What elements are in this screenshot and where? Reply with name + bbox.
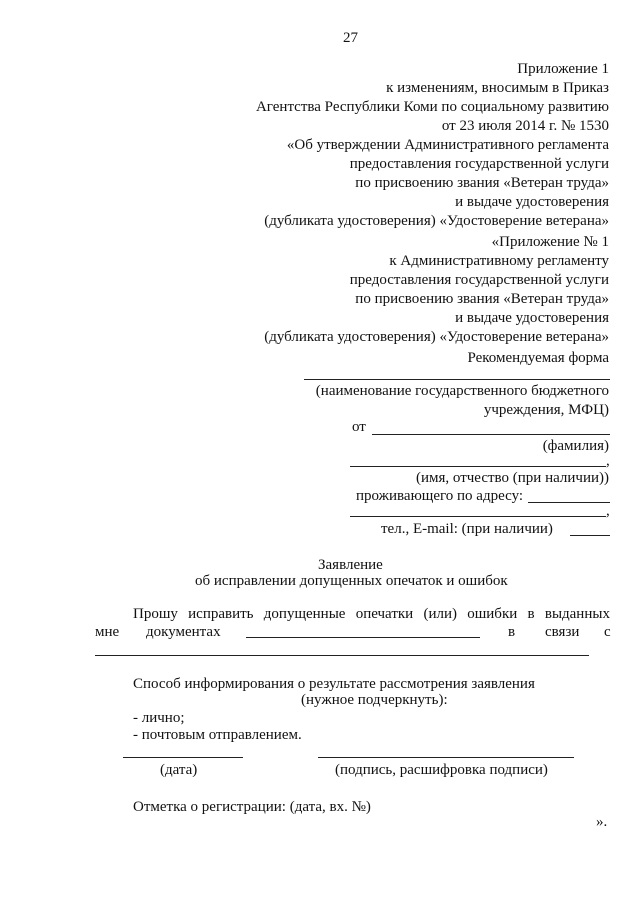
- signature-hint: (подпись, расшифровка подписи): [335, 762, 548, 778]
- amendment-header-line: (дубликата удостоверения) «Удостоверение ветерана»: [264, 213, 609, 229]
- option-in-person: - лично;: [133, 710, 185, 726]
- address-comma: ,: [606, 503, 610, 519]
- notify-hint: (нужное подчеркнуть):: [301, 692, 448, 708]
- address-label: проживающего по адресу:: [356, 488, 524, 504]
- registration-label: Отметка о регистрации: (дата, вх. №): [133, 799, 371, 815]
- request-line-1: [133, 605, 610, 623]
- appendix-header-line: по присвоению звания «Ветеран труда»: [355, 291, 609, 307]
- request-word: выданных: [544, 606, 610, 622]
- appendix-header-line: к Административному регламенту: [389, 253, 609, 269]
- reason-underline: [95, 655, 589, 656]
- surname-underline: [372, 434, 610, 435]
- name-comma: ,: [606, 453, 610, 469]
- amendment-header-line: предоставления государственной услуги: [349, 156, 609, 172]
- amendment-header-line: и выдаче удостоверения: [455, 194, 609, 210]
- surname-hint: (фамилия): [542, 438, 609, 454]
- institution-hint: учреждения, МФЦ): [483, 402, 609, 418]
- amendment-header-line: по присвоению звания «Ветеран труда»: [355, 175, 609, 191]
- request-word: (или): [423, 606, 457, 622]
- notify-label: Способ информирования о результате рассмотрения заявления: [133, 676, 535, 692]
- document-title: Заявление: [318, 557, 383, 573]
- institution-underline: [304, 379, 610, 380]
- contact-underline: [570, 535, 610, 536]
- option-by-post: - почтовым отправлением.: [133, 727, 302, 743]
- request-word-v: в: [508, 624, 516, 640]
- request-word: допущенные: [263, 606, 346, 622]
- documents-underline: [246, 637, 480, 638]
- name-hint: (имя, отчество (при наличии)): [415, 470, 609, 486]
- address-underline: [528, 502, 610, 503]
- recommended-form-label: Рекомендуемая форма: [467, 350, 609, 366]
- date-hint: (дата): [160, 762, 198, 778]
- amendment-header-line: от 23 июля 2014 г. № 1530: [441, 118, 609, 134]
- request-word: в: [527, 606, 535, 622]
- request-word-mne: мне: [95, 624, 120, 640]
- appendix-header-line: предоставления государственной услуги: [349, 272, 609, 288]
- request-word: опечатки: [355, 606, 414, 622]
- appendix-header-line: и выдаче удостоверения: [455, 310, 609, 326]
- appendix-header-line: «Приложение № 1: [491, 234, 609, 250]
- amendment-header-line: Приложение 1: [517, 61, 609, 77]
- date-underline: [123, 757, 243, 758]
- closing-quote: ».: [596, 814, 608, 830]
- from-label: от: [352, 419, 366, 435]
- amendment-header-line: «Об утверждении Административного регламента: [286, 137, 609, 153]
- signature-underline: [318, 757, 574, 758]
- request-word: Прошу: [133, 606, 178, 622]
- document-subtitle: об исправлении допущенных опечаток и ошибок: [195, 573, 508, 589]
- institution-hint: (наименование государственного бюджетного: [315, 383, 609, 399]
- request-word-s: с: [604, 624, 611, 640]
- amendment-header-line: Агентства Республики Коми по социальному развитию: [255, 99, 609, 115]
- page-number: 27: [343, 30, 358, 46]
- contact-label: тел., E-mail: (при наличии): [381, 521, 553, 537]
- request-word: ошибки: [467, 606, 518, 622]
- appendix-header-line: (дубликата удостоверения) «Удостоверение ветерана»: [264, 329, 609, 345]
- request-word-documents: документах: [146, 624, 221, 640]
- name-underline: [350, 466, 606, 467]
- address-underline-2: [350, 516, 606, 517]
- amendment-header-line: к изменениям, вносимым в Приказ: [386, 80, 609, 96]
- request-word: исправить: [188, 606, 254, 622]
- request-word-svyazi: связи: [545, 624, 580, 640]
